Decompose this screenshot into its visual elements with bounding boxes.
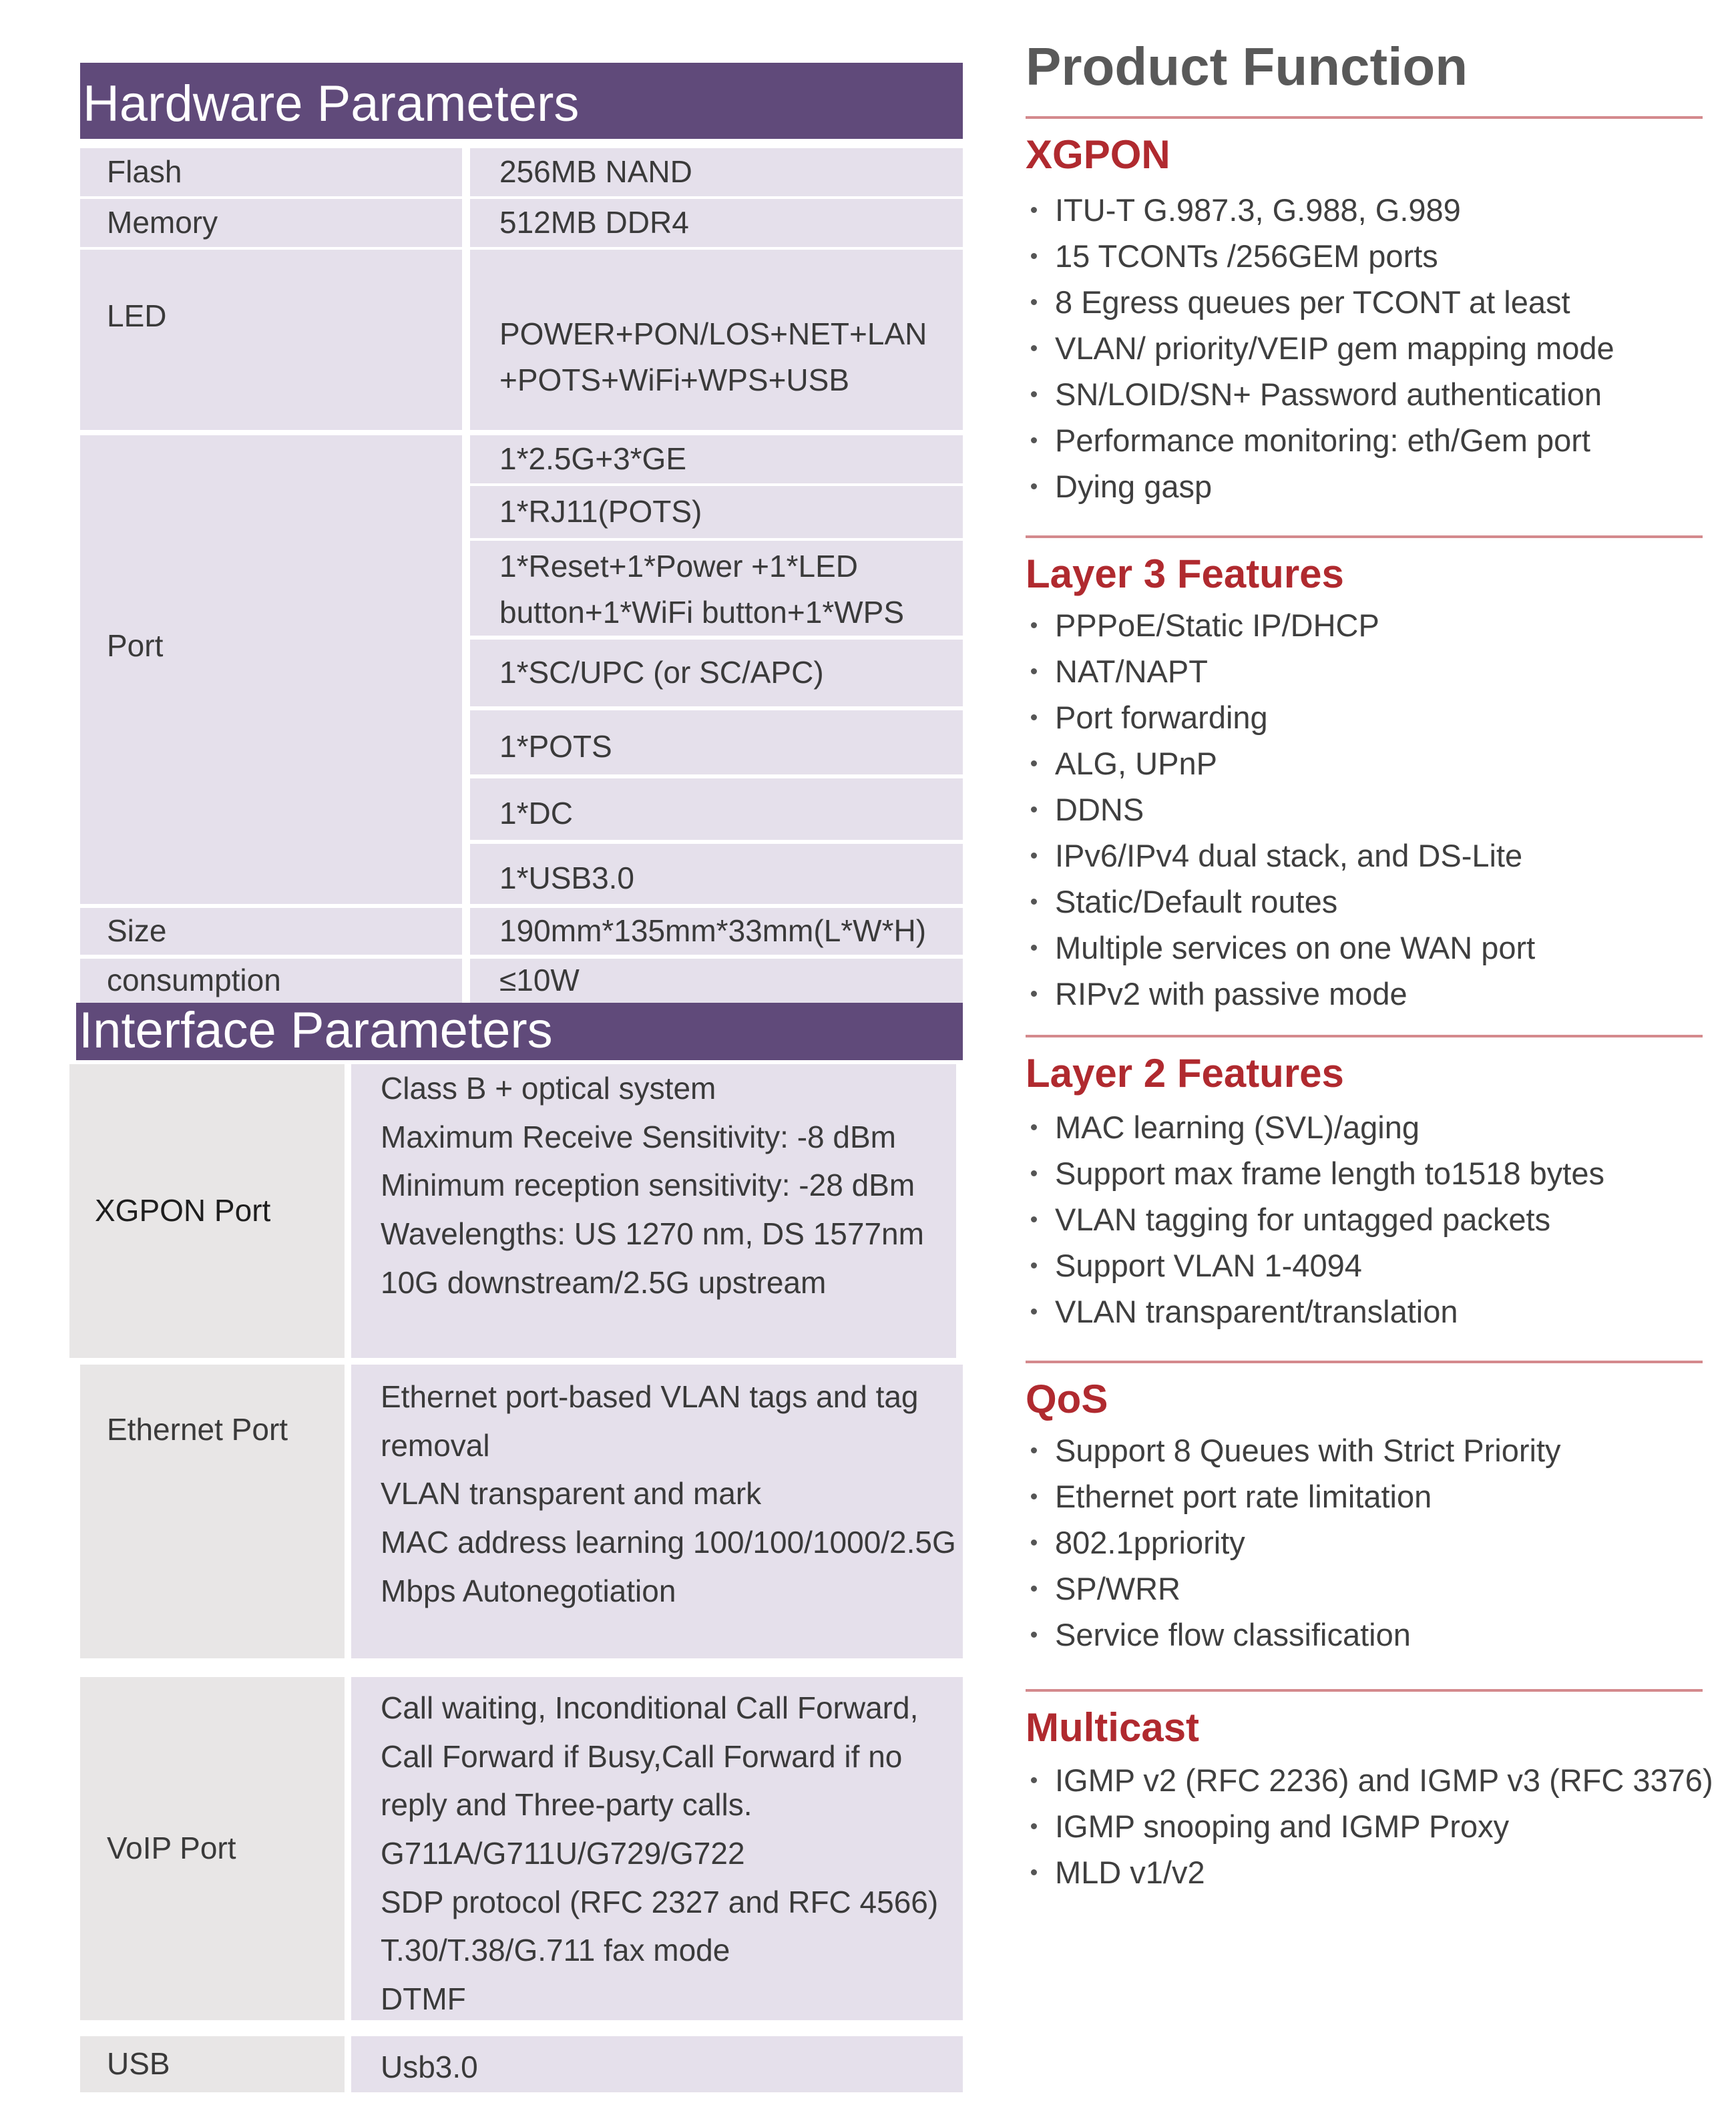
hw-value-led xyxy=(470,250,963,430)
if-value-xgpon-port xyxy=(351,1064,956,1358)
if-value-ethernet-port xyxy=(351,1365,963,1658)
ethernet-line-4: MAC address learning 100/100/1000/2.5G xyxy=(381,1525,956,1560)
ethernet-line-1: Ethernet port-based VLAN tags and tag xyxy=(381,1379,919,1414)
section-heading-xgpon: XGPON xyxy=(1026,132,1170,177)
list-item: VLAN transparent/translation xyxy=(1028,1288,1604,1335)
list-item: SN/LOID/SN+ Password authentication xyxy=(1028,371,1614,417)
voip-line-2: Call Forward if Busy,Call Forward if no xyxy=(381,1738,903,1774)
list-item: Static/Default routes xyxy=(1028,879,1535,925)
ethernet-line-3: VLAN transparent and mark xyxy=(381,1476,762,1511)
if-value-usb: Usb3.0 xyxy=(351,2036,963,2092)
list-item: IGMP snooping and IGMP Proxy xyxy=(1028,1803,1713,1849)
ethernet-line-5: Mbps Autonegotiation xyxy=(381,1573,676,1608)
hw-value-size: 190mm*135mm*33mm(L*W*H) xyxy=(470,908,963,955)
divider xyxy=(1026,1689,1703,1692)
hw-label-size: Size xyxy=(80,908,462,955)
hw-value-consumption: ≤10W xyxy=(470,959,963,1003)
layer2-feature-list xyxy=(1028,1104,1604,1335)
if-label-xgpon-port: XGPON Port xyxy=(69,1064,345,1358)
port-value-line-3a: 1*Reset+1*Power +1*LED xyxy=(499,549,858,583)
product-function-title: Product Function xyxy=(1026,37,1468,96)
voip-line-1: Call waiting, Inconditional Call Forward, xyxy=(381,1690,919,1725)
list-item: RIPv2 with passive mode xyxy=(1028,971,1535,1017)
list-item: Support 8 Queues with Strict Priority xyxy=(1028,1427,1561,1473)
if-label-voip-port: VoIP Port xyxy=(80,1677,345,2020)
list-item: Ethernet port rate limitation xyxy=(1028,1473,1561,1519)
hw-value-port-3 xyxy=(470,541,963,636)
layer3-feature-list xyxy=(1028,602,1535,1017)
list-item: IPv6/IPv4 dual stack, and DS-Lite xyxy=(1028,833,1535,879)
xgpon-line-4: Wavelengths: US 1270 nm, DS 1577nm xyxy=(381,1216,924,1252)
xgpon-line-2: Maximum Receive Sensitivity: -8 dBm xyxy=(381,1119,896,1154)
voip-line-6: T.30/T.38/G.711 fax mode xyxy=(381,1933,730,1968)
list-item: Port forwarding xyxy=(1028,694,1535,740)
list-item: Multiple services on one WAN port xyxy=(1028,925,1535,971)
interface-parameters-title: Interface Parameters xyxy=(76,1003,963,1060)
hw-value-port-2: 1*RJ11(POTS) xyxy=(470,486,963,538)
xgpon-line-1: Class B + optical system xyxy=(381,1071,716,1106)
list-item: ITU-T G.987.3, G.988, G.989 xyxy=(1028,187,1614,233)
voip-line-7: DTMF xyxy=(381,1981,466,2017)
section-heading-layer2: Layer 2 Features xyxy=(1026,1051,1344,1096)
divider xyxy=(1026,535,1703,538)
voip-line-5: SDP protocol (RFC 2327 and RFC 4566) xyxy=(381,1884,939,1919)
hw-label-consumption: consumption xyxy=(80,959,462,1003)
list-item: Support VLAN 1-4094 xyxy=(1028,1242,1604,1288)
list-item: 802.1ppriority xyxy=(1028,1519,1561,1566)
led-value-line-2: +POTS+WiFi+WPS+USB xyxy=(499,363,850,397)
list-item: 8 Egress queues per TCONT at least xyxy=(1028,279,1614,325)
voip-line-3: reply and Three-party calls. xyxy=(381,1787,752,1823)
divider xyxy=(1026,1361,1703,1363)
hw-value-port-4: 1*SC/UPC (or SC/APC) xyxy=(470,640,963,706)
list-item: IGMP v2 (RFC 2236) and IGMP v3 (RFC 3376) xyxy=(1028,1757,1713,1803)
section-heading-layer3: Layer 3 Features xyxy=(1026,551,1344,596)
hardware-parameters-title: Hardware Parameters xyxy=(80,63,963,139)
list-item: 15 TCONTs /256GEM ports xyxy=(1028,233,1614,279)
hw-value-port-7: 1*USB3.0 xyxy=(470,844,963,904)
hw-value-flash: 256MB NAND xyxy=(470,148,963,196)
list-item: MLD v1/v2 xyxy=(1028,1849,1713,1895)
hw-label-memory: Memory xyxy=(80,199,462,247)
xgpon-line-3: Minimum reception sensitivity: -28 dBm xyxy=(381,1168,915,1203)
hw-value-port-6: 1*DC xyxy=(470,778,963,840)
if-label-usb: USB xyxy=(80,2036,345,2092)
hw-label-flash: Flash xyxy=(80,148,462,196)
list-item: DDNS xyxy=(1028,786,1535,833)
ethernet-line-2: removal xyxy=(381,1427,490,1463)
led-value-line-1: POWER+PON/LOS+NET+LAN xyxy=(499,316,927,351)
section-heading-multicast: Multicast xyxy=(1026,1705,1200,1750)
hw-value-port-1: 1*2.5G+3*GE xyxy=(470,435,963,483)
list-item: SP/WRR xyxy=(1028,1566,1561,1612)
hw-value-memory: 512MB DDR4 xyxy=(470,199,963,247)
list-item: VLAN/ priority/VEIP gem mapping mode xyxy=(1028,325,1614,371)
list-item: MAC learning (SVL)/aging xyxy=(1028,1104,1604,1150)
list-item: NAT/NAPT xyxy=(1028,648,1535,694)
divider xyxy=(1026,1035,1703,1037)
voip-line-4: G711A/G711U/G729/G722 xyxy=(381,1836,745,1871)
hw-label-led: LED xyxy=(80,250,462,430)
list-item: ALG, UPnP xyxy=(1028,740,1535,786)
multicast-feature-list xyxy=(1028,1757,1713,1895)
if-value-voip-port xyxy=(351,1677,963,2020)
hw-label-port: Port xyxy=(80,435,462,904)
list-item: VLAN tagging for untagged packets xyxy=(1028,1196,1604,1242)
if-label-ethernet-port: Ethernet Port xyxy=(80,1365,345,1658)
list-item: Support max frame length to1518 bytes xyxy=(1028,1150,1604,1196)
hw-value-port-5: 1*POTS xyxy=(470,710,963,774)
xgpon-feature-list xyxy=(1028,187,1614,509)
list-item: Service flow classification xyxy=(1028,1612,1561,1658)
xgpon-line-5: 10G downstream/2.5G upstream xyxy=(381,1264,827,1300)
divider xyxy=(1026,116,1703,119)
port-value-line-3b: button+1*WiFi button+1*WPS xyxy=(499,595,904,630)
list-item: Dying gasp xyxy=(1028,463,1614,509)
list-item: PPPoE/Static IP/DHCP xyxy=(1028,602,1535,648)
list-item: Performance monitoring: eth/Gem port xyxy=(1028,417,1614,463)
section-heading-qos: QoS xyxy=(1026,1377,1108,1421)
qos-feature-list xyxy=(1028,1427,1561,1658)
